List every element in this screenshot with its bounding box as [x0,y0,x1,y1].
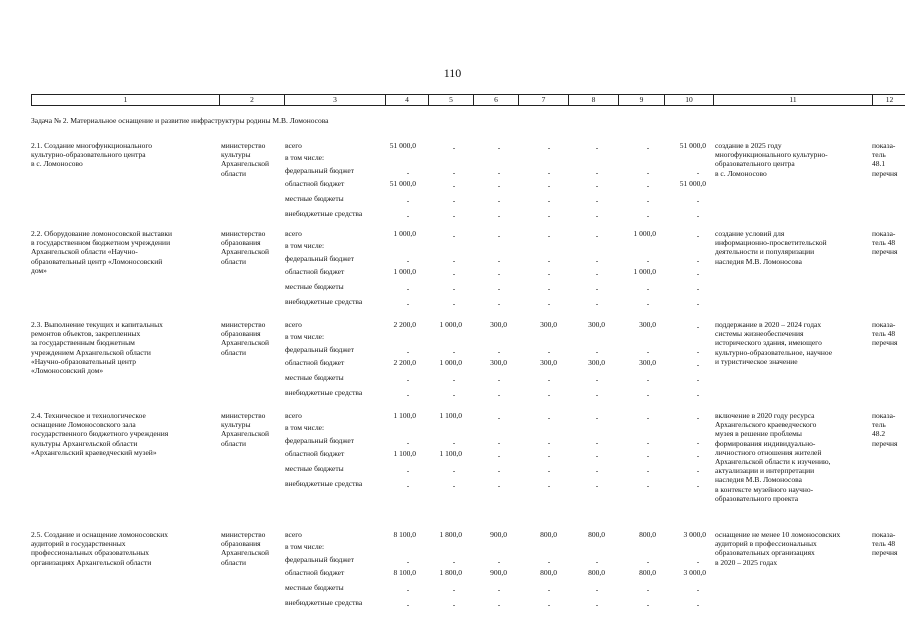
funding-value: 3 000,0 [683,530,706,539]
expected-result: оснащение не менее 10 ломоносовских аудиторий в профессиональных образовательных организациях в 2020 – 2025 годах [715,530,841,567]
funding-value: - [696,299,700,308]
funding-source-label: федеральный бюджет [285,166,355,175]
funding-value: - [646,466,650,475]
funding-value: 3 000,0 [683,568,706,577]
funding-value: - [547,143,551,152]
funding-value: 800,0 [639,568,656,577]
expected-result: включение в 2020 году ресурса Архангельского краеведческого музея в решение проблемы формирования индивидуально- личностного отношения жителей Архангельской области к изучению, актуализации и интерпретации наследия М.В. Ломоносова в контексте музейного научно- образовательного проекта [715,411,831,503]
indicator-reference: показа- тель 48.1 перечня [872,141,898,178]
funding-value: - [547,269,551,278]
funding-value: - [406,585,410,594]
funding-value: - [406,375,410,384]
funding-value: - [452,181,456,190]
indicator-reference: показа- тель 48 перечня [872,320,898,348]
funding-value: - [696,168,700,177]
funding-value: - [452,143,456,152]
funding-value: - [452,284,456,293]
measure-name: 2.5. Создание и оснащение ломоносовских аудиторий в государственных профессиональных образовательных организациях Архангельской области [31,530,169,567]
funding-value: - [452,211,456,220]
funding-value: - [595,284,599,293]
funding-value: - [595,585,599,594]
funding-value: 51 000,0 [389,141,416,150]
funding-value: - [595,168,599,177]
funding-source-label: внебюджетные средства [285,209,363,218]
funding-value: - [595,196,599,205]
funding-value: - [547,451,551,460]
funding-value: - [595,211,599,220]
funding-value: - [547,211,551,220]
funding-source-label: всего [285,229,302,238]
funding-value: - [497,557,501,566]
header-col-10: 10 [665,95,714,105]
funding-source-label: местные бюджеты [285,282,344,291]
funding-value: - [646,211,650,220]
funding-value: 300,0 [540,320,557,329]
funding-value: - [696,481,700,490]
header-col-4: 4 [386,95,429,105]
header-col-12: 12 [885,95,894,104]
funding-value: - [452,347,456,356]
funding-value: - [595,451,599,460]
funding-value: - [646,481,650,490]
funding-value: - [497,231,501,240]
header-col-5: 5 [429,95,474,105]
funding-value: 2 200,0 [393,320,416,329]
funding-value: - [406,557,410,566]
header-col-8: 8 [569,95,619,105]
funding-value: - [497,466,501,475]
funding-value: - [595,143,599,152]
indicator-reference: показа- тель 48 перечня [872,229,898,257]
funding-value: - [406,299,410,308]
executor: министерство культуры Архангельской области [221,141,269,178]
funding-value: - [646,284,650,293]
funding-value: 51 000,0 [389,179,416,188]
funding-value: - [406,600,410,609]
funding-value: 800,0 [639,530,656,539]
funding-value: - [696,256,700,265]
funding-value: - [452,168,456,177]
funding-value: - [497,585,501,594]
funding-source-label: всего [285,411,302,420]
funding-value: - [696,413,700,422]
funding-value: - [646,413,650,422]
funding-value: 51 000,0 [679,179,706,188]
funding-source-label: в том числе: [285,153,325,162]
funding-value: - [696,438,700,447]
funding-value: - [497,284,501,293]
header-col-3: 3 [285,95,386,105]
funding-source-label: в том числе: [285,241,325,250]
funding-value: - [595,413,599,422]
indicator-reference: показа- тель 48.2 перечня [872,411,898,448]
funding-value: 1 000,0 [633,229,656,238]
funding-value: 1 800,0 [439,568,462,577]
funding-source-label: внебюджетные средства [285,297,363,306]
funding-value: - [452,269,456,278]
funding-value: - [497,196,501,205]
funding-source-label: внебюджетные средства [285,598,363,607]
funding-value: 300,0 [490,358,507,367]
funding-value: 900,0 [490,568,507,577]
funding-value: - [452,466,456,475]
funding-value: - [696,284,700,293]
funding-value: - [406,284,410,293]
measure-name: 2.4. Техническое и технологическое оснащение Ломоносовского зала государственного бюджетного учреждения культуры Архангельской области «Архангельский краеведческий музей» [31,411,169,457]
funding-value: - [547,231,551,240]
funding-value: - [646,143,650,152]
funding-value: - [646,451,650,460]
funding-value: 1 100,0 [393,449,416,458]
header-col-6: 6 [474,95,519,105]
funding-source-label: внебюджетные средства [285,479,363,488]
funding-source-label: местные бюджеты [285,583,344,592]
funding-value: - [547,168,551,177]
funding-value: - [595,181,599,190]
funding-value: - [497,347,501,356]
funding-source-label: местные бюджеты [285,464,344,473]
funding-value: - [646,181,650,190]
funding-value: - [696,322,700,331]
funding-source-label: всего [285,141,302,150]
funding-source-label: федеральный бюджет [285,436,355,445]
funding-value: - [595,438,599,447]
funding-value: - [452,585,456,594]
funding-value: - [696,196,700,205]
funding-source-label: областной бюджет [285,568,345,577]
column-number-header [31,94,905,106]
funding-value: - [406,438,410,447]
funding-value: - [497,451,501,460]
funding-value: - [452,600,456,609]
funding-value: - [595,390,599,399]
funding-source-label: в том числе: [285,542,325,551]
funding-value: 800,0 [540,530,557,539]
funding-value: - [497,390,501,399]
funding-source-label: областной бюджет [285,179,345,188]
funding-value: - [547,585,551,594]
funding-value: 300,0 [540,358,557,367]
funding-value: - [595,600,599,609]
funding-value: 800,0 [540,568,557,577]
funding-value: - [595,269,599,278]
funding-value: 800,0 [588,568,605,577]
funding-value: - [547,481,551,490]
funding-value: 1 100,0 [393,411,416,420]
funding-value: - [497,481,501,490]
header-col-2: 2 [220,95,285,105]
funding-value: 300,0 [639,320,656,329]
funding-value: 1 000,0 [439,320,462,329]
funding-source-label: в том числе: [285,423,325,432]
funding-source-label: федеральный бюджет [285,345,355,354]
funding-value: - [497,375,501,384]
funding-value: - [452,231,456,240]
funding-value: - [497,299,501,308]
funding-value: 300,0 [588,320,605,329]
funding-value: - [547,466,551,475]
funding-value: - [406,168,410,177]
header-col-7: 7 [519,95,569,105]
funding-value: - [452,375,456,384]
funding-source-label: областной бюджет [285,449,345,458]
funding-value: - [547,390,551,399]
expected-result: создание условий для информационно-просветительской деятельности и популяризации наследия М.В. Ломоносова [715,229,827,266]
funding-value: - [646,375,650,384]
funding-value: - [406,347,410,356]
funding-value: 300,0 [639,358,656,367]
funding-value: - [696,231,700,240]
funding-value: - [547,438,551,447]
funding-value: - [646,256,650,265]
indicator-reference: показа- тель 48 перечня [872,530,898,558]
executor: министерство образования Архангельской области [221,229,269,266]
funding-value: - [497,143,501,152]
measure-name: 2.2. Оборудование ломоносовской выставки в государственном бюджетном учреждении Архангельской области «Научно- образовательный центр «Ломоносовский дом» [31,229,173,275]
funding-source-label: федеральный бюджет [285,254,355,263]
funding-value: 1 100,0 [439,411,462,420]
funding-value: - [547,413,551,422]
funding-value: - [696,375,700,384]
funding-value: - [406,466,410,475]
funding-value: - [452,481,456,490]
funding-source-label: местные бюджеты [285,194,344,203]
funding-value: - [696,557,700,566]
funding-source-label: федеральный бюджет [285,555,355,564]
funding-value: - [497,438,501,447]
funding-value: 800,0 [588,530,605,539]
funding-value: - [696,451,700,460]
funding-source-label: областной бюджет [285,267,345,276]
funding-value: - [547,600,551,609]
funding-value: - [696,211,700,220]
funding-value: - [696,269,700,278]
funding-source-label: в том числе: [285,332,325,341]
funding-value: - [452,390,456,399]
funding-value: - [452,438,456,447]
funding-value: 1 100,0 [439,449,462,458]
funding-value: 51 000,0 [679,141,706,150]
funding-value: - [696,600,700,609]
funding-value: 900,0 [490,530,507,539]
funding-source-label: всего [285,320,302,329]
funding-value: - [452,557,456,566]
funding-value: - [452,196,456,205]
funding-value: - [595,231,599,240]
funding-value: 8 100,0 [393,530,416,539]
funding-value: - [497,600,501,609]
funding-value: - [497,211,501,220]
funding-value: - [406,211,410,220]
task-title: Задача № 2. Материальное оснащение и развитие инфраструктуры родины М.В. Ломоносова [31,116,329,125]
funding-value: - [646,438,650,447]
funding-value: - [547,299,551,308]
funding-value: 1 000,0 [439,358,462,367]
funding-value: - [646,585,650,594]
executor: министерство культуры Архангельской области [221,411,269,448]
funding-value: - [595,466,599,475]
funding-value: 2 200,0 [393,358,416,367]
funding-value: - [646,600,650,609]
funding-value: - [646,168,650,177]
funding-value: - [497,168,501,177]
expected-result: создание в 2025 году многофункционального культурно- образовательного центра в с. Ломоносово [715,141,828,178]
funding-source-label: всего [285,530,302,539]
funding-value: - [595,557,599,566]
funding-source-label: местные бюджеты [285,373,344,382]
funding-value: 300,0 [588,358,605,367]
funding-value: 1 000,0 [393,267,416,276]
funding-value: - [646,196,650,205]
funding-value: 8 100,0 [393,568,416,577]
funding-value: - [696,390,700,399]
funding-value: - [547,181,551,190]
measure-name: 2.1. Создание многофункционального культурно-образовательного центра в с. Ломоносово [31,141,153,169]
funding-value: - [696,360,700,369]
funding-value: - [497,269,501,278]
funding-value: - [646,390,650,399]
funding-value: - [646,299,650,308]
funding-value: - [595,481,599,490]
page-number: 110 [443,66,462,80]
funding-value: - [406,390,410,399]
funding-value: - [595,347,599,356]
funding-value: - [547,196,551,205]
funding-value: - [406,256,410,265]
funding-value: 1 800,0 [439,530,462,539]
funding-value: - [497,256,501,265]
funding-value: - [547,347,551,356]
funding-source-label: внебюджетные средства [285,388,363,397]
funding-value: - [452,299,456,308]
executor: министерство образования Архангельской области [221,320,269,357]
funding-value: 1 000,0 [633,267,656,276]
funding-source-label: областной бюджет [285,358,345,367]
funding-value: - [547,284,551,293]
funding-value: - [696,585,700,594]
funding-value: - [452,256,456,265]
funding-value: - [595,375,599,384]
header-col-1: 1 [32,95,220,105]
header-col-9: 9 [619,95,665,105]
funding-value: - [696,347,700,356]
funding-value: - [595,256,599,265]
funding-value: - [406,481,410,490]
measure-name: 2.3. Выполнение текущих и капитальных ремонтов объектов, закрепленных за государственным бюджетным учреждением Архангельской области «Научно-образовательный центр «Ломоносовский дом» [31,320,163,376]
funding-value: - [497,413,501,422]
funding-value: - [547,375,551,384]
executor: министерство образования Архангельской области [221,530,269,567]
funding-value: - [406,196,410,205]
funding-value: 300,0 [490,320,507,329]
header-col-11: 11 [714,95,873,105]
expected-result: поддержание в 2020 – 2024 годах системы жизнеобеспечения исторического здания, имеющего культурно-образовательное, научное и туристическое значение [715,320,833,366]
funding-value: - [646,557,650,566]
funding-value: - [646,347,650,356]
funding-value: - [497,181,501,190]
funding-value: - [696,466,700,475]
funding-value: - [547,256,551,265]
funding-value: - [595,299,599,308]
funding-value: - [547,557,551,566]
funding-value: 1 000,0 [393,229,416,238]
